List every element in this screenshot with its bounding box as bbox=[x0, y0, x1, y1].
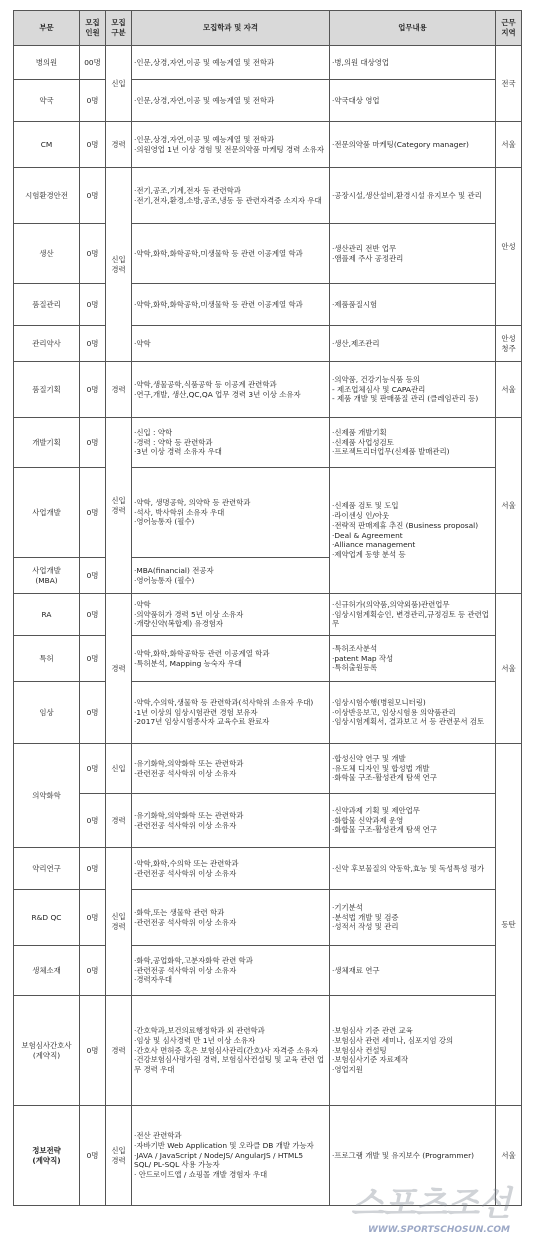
cell-line: ·전기,공조,기계,전자 등 관련학과 bbox=[134, 185, 241, 195]
cell-line: ·보험심사 기준 관련 교육 bbox=[332, 1025, 413, 1035]
dept-cell: 보험심사간호사 (계약직) bbox=[14, 996, 80, 1106]
location-cell: 동탄 bbox=[496, 744, 522, 1106]
qualification-cell bbox=[132, 284, 330, 326]
cell-line: ·Alliance management bbox=[332, 540, 416, 550]
cell-line: ·유도체 디자인 및 합성법 개발 bbox=[332, 763, 430, 773]
cell-line: ·신입 : 약학 bbox=[134, 427, 173, 437]
cell-line: ·관련전공 석사학위 이상 소유자 bbox=[134, 868, 237, 878]
duty-cell bbox=[330, 418, 496, 468]
cell-line: ·전문의약품 마케팅(Category manager) bbox=[332, 139, 469, 149]
cell-line: ·보험심사 관련 세미나, 심포지엄 강의 bbox=[332, 1035, 454, 1045]
table-row bbox=[14, 636, 522, 682]
dept-cell: 병의원 bbox=[14, 46, 80, 80]
cell-line: ·전략적 판매제휴 추진 (Business proposal) bbox=[332, 520, 479, 530]
cell-line: ·건강보험심사평가원 경력, 보험심사컨설팅 및 교육 관련 업무 경력 우대 bbox=[134, 1055, 325, 1075]
dept-cell: 시험환경안전 bbox=[14, 168, 80, 224]
qualification-cell bbox=[132, 996, 330, 1106]
cell-line: ·분석법 개발 및 검증 bbox=[332, 912, 399, 922]
cell-line: ·성적서 작성 및 관리 bbox=[332, 922, 399, 932]
qualification-cell bbox=[132, 122, 330, 168]
cell-line: ·MBA(financial) 전공자 bbox=[134, 565, 214, 575]
table-row bbox=[14, 946, 522, 996]
table-row bbox=[14, 418, 522, 468]
count-cell: 0명 bbox=[80, 284, 106, 326]
cell-line: ·2017년 임상시험종사자 교육수료 완료자 bbox=[134, 717, 270, 727]
cell-line: ·관련전공 석사학위 이상 소유자 bbox=[134, 965, 237, 975]
qualification-cell bbox=[132, 168, 330, 224]
header-row bbox=[14, 11, 522, 46]
count-cell: 0명 bbox=[80, 326, 106, 362]
count-cell: 0명 bbox=[80, 946, 106, 996]
cell-line: ·3년 이상 경력 소유자 우대 bbox=[134, 447, 222, 457]
type-cell: 경력 bbox=[106, 996, 132, 1106]
cell-line: ·인문,상경,자연,이공 및 예능계열 및 전학과 bbox=[134, 57, 275, 67]
location-cell: 서울 bbox=[496, 122, 522, 168]
count-cell: 0명 bbox=[80, 794, 106, 848]
table-row bbox=[14, 744, 522, 794]
table-row bbox=[14, 996, 522, 1106]
dept-cell: RA bbox=[14, 594, 80, 636]
qualification-cell bbox=[132, 594, 330, 636]
duty-cell bbox=[330, 890, 496, 946]
cell-line: ·임상시험계획서, 결과보고 서 등 관련문서 검토 bbox=[332, 717, 485, 727]
qualification-cell bbox=[132, 326, 330, 362]
type-cell: 신입 경력 bbox=[106, 168, 132, 362]
cell-line: ·1년 이상의 임상시험관련 경험 보유자 bbox=[134, 707, 258, 717]
dept-cell: 생체소재 bbox=[14, 946, 80, 996]
type-cell: 경력 bbox=[106, 122, 132, 168]
dept-cell: 품질기획 bbox=[14, 362, 80, 418]
table-row bbox=[14, 80, 522, 122]
type-cell: 신입 bbox=[106, 744, 132, 794]
cell-line: ·유기화학,의약화학 또는 관련학과 bbox=[134, 810, 244, 820]
qualification-cell bbox=[132, 848, 330, 890]
cell-line: - 제조업체심사 및 CAPA관리 bbox=[332, 384, 426, 394]
cell-line: ·보험심사기준 자료제작 bbox=[332, 1055, 409, 1065]
duty-cell bbox=[330, 636, 496, 682]
header-dept: 부문 bbox=[14, 11, 80, 46]
type-cell: 신입 bbox=[106, 46, 132, 122]
location-cell: 전국 bbox=[496, 46, 522, 122]
cell-line: ·연구,개발, 생산,QC,QA 업무 경력 3년 이상 소유자 bbox=[134, 389, 301, 399]
watermark-logo: 스포츠조선 bbox=[350, 1184, 510, 1224]
duty-cell bbox=[330, 224, 496, 284]
cell-line: ·자바기반 Web Application 및 오라클 DB 개발 가능자 bbox=[134, 1140, 314, 1150]
cell-line: ·화학물 구조-활성관계 탐색 연구 bbox=[332, 773, 437, 783]
cell-line: ·약학, 생명공학, 의약학 등 관련학과 bbox=[134, 497, 251, 507]
cell-line: ·신제품 사업성검토 bbox=[332, 437, 394, 447]
duty-cell bbox=[330, 996, 496, 1106]
dept-cell: R&D QC bbox=[14, 890, 80, 946]
cell-line: ·약학,화학,화학공학등 관련 이공계열 학과 bbox=[134, 648, 270, 658]
count-cell: 0명 bbox=[80, 848, 106, 890]
table-row bbox=[14, 122, 522, 168]
cell-line: ·제약업계 동향 분석 등 bbox=[332, 550, 406, 560]
count-cell: 0명 bbox=[80, 744, 106, 794]
cell-line: · 안드로이드앱 / 쇼핑몰 개발 경험자 우대 bbox=[134, 1170, 268, 1180]
cell-line: ·특허분석, Mapping 능숙자 우대 bbox=[134, 658, 242, 668]
header-count: 모집 인원 bbox=[80, 11, 106, 46]
dept-cell: 관리약사 bbox=[14, 326, 80, 362]
duty-cell bbox=[330, 682, 496, 744]
cell-line: ·약학,화학,화학공학,미생물학 등 관련 이공계열 학과 bbox=[134, 248, 303, 258]
cell-line: ·프로젝트리더업무(신제품 발매관리) bbox=[332, 447, 450, 457]
qualification-cell bbox=[132, 636, 330, 682]
qualification-cell bbox=[132, 946, 330, 996]
cell-line: ·관련전공 석사학위 이상 소유자 bbox=[134, 768, 237, 778]
table-row bbox=[14, 594, 522, 636]
dept-cell: 사업개발 (MBA) bbox=[14, 558, 80, 594]
cell-line: SQL/ PL-SQL 사용 가능자 bbox=[134, 1160, 220, 1170]
count-cell: 0명 bbox=[80, 80, 106, 122]
cell-line: ·특허조사분석 bbox=[332, 643, 378, 653]
table-row bbox=[14, 224, 522, 284]
table-row bbox=[14, 362, 522, 418]
dept-cell: 특허 bbox=[14, 636, 80, 682]
cell-line: ·영업지원 bbox=[332, 1065, 363, 1075]
qualification-cell bbox=[132, 362, 330, 418]
cell-line: ·경력 : 약학 등 관련학과 bbox=[134, 437, 213, 447]
table-row bbox=[14, 848, 522, 890]
dept-cell: CM bbox=[14, 122, 80, 168]
cell-line: ·경력자우대 bbox=[134, 975, 173, 985]
cell-line: ·약학,생물공학,식품공학 등 이공계 관련학과 bbox=[134, 379, 277, 389]
qualification-cell bbox=[132, 80, 330, 122]
cell-line: ·약학,수의학,생물학 등 관련학과(석사학위 소유자 우대) bbox=[134, 697, 314, 707]
table-row bbox=[14, 284, 522, 326]
qualification-cell bbox=[132, 418, 330, 468]
cell-line: ·임상 및 심사경력 만 1년 이상 소유자 bbox=[134, 1035, 256, 1045]
cell-line: ·신제품 검토 및 도입 bbox=[332, 500, 399, 510]
location-cell: 서울 bbox=[496, 362, 522, 418]
table-row bbox=[14, 46, 522, 80]
duty-cell bbox=[330, 594, 496, 636]
duty-cell bbox=[330, 794, 496, 848]
cell-line: ·관련전공 석사학위 이상 소유자 bbox=[134, 820, 237, 830]
cell-line: ·제품품질시험 bbox=[332, 299, 378, 309]
location-cell: 안성 청주 bbox=[496, 326, 522, 362]
dept-cell: 개발기획 bbox=[14, 418, 80, 468]
table-row bbox=[14, 890, 522, 946]
cell-line: ·합성신약 연구 및 개발 bbox=[332, 753, 406, 763]
count-cell: 0명 bbox=[80, 594, 106, 636]
cell-line: ·생체재료 연구 bbox=[332, 965, 380, 975]
qualification-cell bbox=[132, 558, 330, 594]
cell-line: ·라이센싱 인/아웃 bbox=[332, 510, 390, 520]
cell-line: ·앰플제 주사 공정관리 bbox=[332, 253, 404, 263]
cell-line: ·Deal & Agreement bbox=[332, 530, 403, 540]
type-cell: 경력 bbox=[106, 794, 132, 848]
cell-line: ·화학,또는 생물학 관련 학과 bbox=[134, 907, 225, 917]
table-row bbox=[14, 168, 522, 224]
duty-cell bbox=[330, 468, 496, 594]
cell-line: ·신제품 개발기획 bbox=[332, 427, 387, 437]
dept-cell: 생산 bbox=[14, 224, 80, 284]
qualification-cell bbox=[132, 744, 330, 794]
count-cell: 0명 bbox=[80, 1106, 106, 1206]
cell-line: ·화합물 신약과제 운영 bbox=[332, 815, 404, 825]
qualification-cell bbox=[132, 224, 330, 284]
duty-cell bbox=[330, 284, 496, 326]
cell-line: ·신규허가(의약품,의약외품)관련업무 bbox=[332, 599, 450, 609]
cell-line: ·유기화학,의약화학 또는 관련학과 bbox=[134, 758, 244, 768]
duty-cell bbox=[330, 744, 496, 794]
cell-line: ·임상시험계획승인, 변경관리,규정검토 등 관련업무 bbox=[332, 609, 489, 629]
dept-cell: 약국 bbox=[14, 80, 80, 122]
cell-line: ·보험심사 컨설팅 bbox=[332, 1045, 387, 1055]
cell-line: ·약학 bbox=[134, 338, 151, 348]
location-cell: 서울 bbox=[496, 594, 522, 744]
recruitment-table bbox=[13, 10, 522, 1206]
qualification-cell bbox=[132, 794, 330, 848]
dept-cell: 품질관리 bbox=[14, 284, 80, 326]
table-row bbox=[14, 794, 522, 848]
cell-line: ·의약품허가 경력 5년 이상 소유자 bbox=[134, 609, 244, 619]
cell-line: ·개량신약(복합제) 유경험자 bbox=[134, 619, 223, 629]
table-row bbox=[14, 326, 522, 362]
cell-line: ·화학,공업화학,고분자화학 관련 학과 bbox=[134, 955, 253, 965]
cell-line: ·관련전공 석사학위 이상 소유자 bbox=[134, 917, 237, 927]
cell-line: ·화합물 구조-활성관계 탐색 연구 bbox=[332, 825, 437, 835]
qualification-cell bbox=[132, 1106, 330, 1206]
cell-line: ·병,의원 대상영업 bbox=[332, 57, 390, 67]
location-cell: 서울 bbox=[496, 418, 522, 594]
header-location: 근무 지역 bbox=[496, 11, 522, 46]
cell-line: - 제품 개발 및 판매품질 관리 (클레임관리 등) bbox=[332, 394, 479, 404]
duty-cell bbox=[330, 946, 496, 996]
duty-cell bbox=[330, 362, 496, 418]
cell-line: ·약국대상 영업 bbox=[332, 95, 380, 105]
location-cell: 서울 bbox=[496, 1106, 522, 1206]
dept-cell: 정보전략 (계약직) bbox=[14, 1106, 80, 1206]
cell-line: ·임상시험수행(병원모니터링) bbox=[332, 697, 426, 707]
cell-line: ·생산,제조관리 bbox=[332, 338, 380, 348]
cell-line: ·영어능통자 (필수) bbox=[134, 517, 195, 527]
cell-line: ·의원영업 1년 이상 경험 및 전문의약품 마케팅 경력 소유자 bbox=[134, 144, 325, 154]
count-cell: 0명 bbox=[80, 168, 106, 224]
count-cell: 0명 bbox=[80, 362, 106, 418]
dept-cell: 약리연구 bbox=[14, 848, 80, 890]
qualification-cell bbox=[132, 468, 330, 558]
cell-line: ·기기분석 bbox=[332, 902, 363, 912]
count-cell: 0명 bbox=[80, 122, 106, 168]
cell-line: ·전기,전자,환경,소방,공조,냉동 등 관련자격증 소지자 우대 bbox=[134, 195, 322, 205]
qualification-cell bbox=[132, 682, 330, 744]
duty-cell bbox=[330, 848, 496, 890]
watermark-url: WWW.SPORTSCHOSUN.COM bbox=[367, 1225, 510, 1235]
count-cell: 0명 bbox=[80, 558, 106, 594]
cell-line: ·석사, 박사학위 소유자 우대 bbox=[134, 507, 225, 517]
cell-line: ·이상반응보고, 임상시험용 의약품관리 bbox=[332, 707, 456, 717]
count-cell: 0명 bbox=[80, 224, 106, 284]
cell-line: ·영어능통자 (필수) bbox=[134, 575, 195, 585]
cell-line: ·신약 후보물질의 약동학,효능 및 독성특성 평가 bbox=[332, 863, 485, 873]
type-cell: 경력 bbox=[106, 362, 132, 418]
count-cell: 0명 bbox=[80, 636, 106, 682]
cell-line: ·신약과제 기획 및 제안업무 bbox=[332, 805, 420, 815]
table-row bbox=[14, 468, 522, 558]
cell-line: ·약학 bbox=[134, 599, 151, 609]
duty-cell bbox=[330, 80, 496, 122]
header-qualification: 모집학과 및 자격 bbox=[132, 11, 330, 46]
duty-cell bbox=[330, 168, 496, 224]
type-cell: 경력 bbox=[106, 594, 132, 744]
table-row bbox=[14, 682, 522, 744]
location-cell: 안성 bbox=[496, 168, 522, 326]
cell-line: ·patent Map 작성 bbox=[332, 653, 394, 663]
header-duty: 업무내용 bbox=[330, 11, 496, 46]
duty-cell bbox=[330, 46, 496, 80]
cell-line: ·특허출원등록 bbox=[332, 663, 378, 673]
dept-cell: 임상 bbox=[14, 682, 80, 744]
cell-line: ·생산관리 전반 업무 bbox=[332, 243, 397, 253]
cell-line: ·의약품, 건강기능식품 등의 bbox=[332, 374, 420, 384]
cell-line: ·프로그램 개발 및 유지보수 (Programmer) bbox=[332, 1150, 475, 1160]
watermark bbox=[351, 1176, 510, 1235]
cell-line: ·약학,화학,수의학 또는 관련학과 bbox=[134, 858, 239, 868]
duty-cell bbox=[330, 122, 496, 168]
count-cell: 0명 bbox=[80, 996, 106, 1106]
cell-line: ·공장시설,생산설비,환경시설 유지보수 및 관리 bbox=[332, 190, 482, 200]
qualification-cell bbox=[132, 890, 330, 946]
cell-line: ·인문,상경,자연,이공 및 예능계열 및 전학과 bbox=[134, 95, 275, 105]
cell-line: ·간호학과,보건의료행정학과 외 관련학과 bbox=[134, 1025, 265, 1035]
type-cell: 신입 경력 bbox=[106, 1106, 132, 1206]
recruitment-table-wrapper bbox=[13, 10, 521, 1206]
count-cell: 0명 bbox=[80, 890, 106, 946]
count-cell: 0명 bbox=[80, 682, 106, 744]
type-cell: 신입 경력 bbox=[106, 848, 132, 996]
header-type: 모집 구분 bbox=[106, 11, 132, 46]
count-cell: 0명 bbox=[80, 468, 106, 558]
cell-line: ·인문,상경,자연,이공 및 예능계열 및 전학과 bbox=[134, 134, 275, 144]
dept-cell: 사업개발 bbox=[14, 468, 80, 558]
type-cell: 신입 경력 bbox=[106, 418, 132, 594]
cell-line: ·간호사 면허증 혹은 보험심사관리(간호)사 자격증 소유자 bbox=[134, 1045, 319, 1055]
cell-line: ·전산 관련학과 bbox=[134, 1130, 182, 1140]
dept-cell: 의약화학 bbox=[14, 744, 80, 848]
cell-line: ·약학,화학,화학공학,미생물학 등 관련 이공계열 학과 bbox=[134, 299, 303, 309]
cell-line: ·JAVA / JavaScript / NodeJS/ AngularJS / HTML5 bbox=[134, 1150, 304, 1160]
count-cell: 00명 bbox=[80, 46, 106, 80]
count-cell: 0명 bbox=[80, 418, 106, 468]
qualification-cell bbox=[132, 46, 330, 80]
duty-cell bbox=[330, 326, 496, 362]
